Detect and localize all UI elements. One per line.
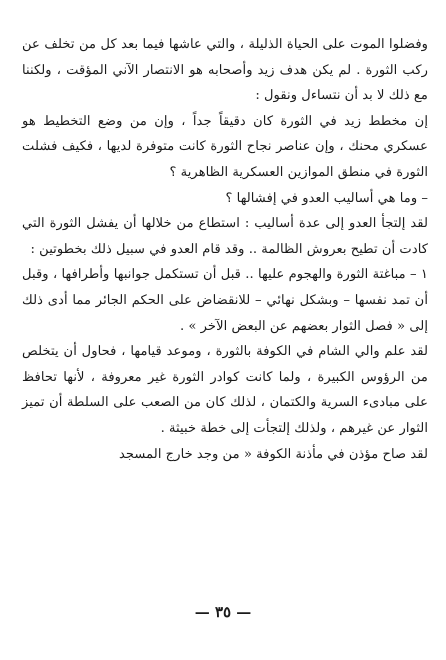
paragraph-4: لقد إلتجأ العدو إلى عدة أساليب : استطاع من خلالها أن يفشل الثورة التي كادت أن تطيح بعروش الظالمة .. وقد قام العدو في سبيل ذلك بخطوتين :: [22, 216, 428, 257]
paragraph-5: ١ – مباغتة الثورة والهجوم عليها .. قبل أن تستكمل جوانبها وأطرافها ، وقبل أن تمد نفسها – وبشكل نهائي – للانقضاض على الحكم الجائر مما أدى ذلك إلى « فصل الثوار بعضهم عن البعض الآخر » .: [22, 267, 428, 334]
paragraph-3: – وما هي أساليب العدو في إفشالها ؟: [225, 190, 428, 206]
page-number: — ٣٥ —: [194, 603, 252, 621]
paragraph-1: وفضلوا الموت على الحياة الذليلة ، والتي عاشها فيما بعد كل من تخلف عن ركب الثورة . لم يكن هدف زيد وأصحابه هو الانتصار الآني المؤقت ، ولكننا مع ذلك لا بد أن نتساءل ونقول :: [22, 37, 428, 104]
paragraph-7: لقد صاح مؤذن في مأذنة الكوفة « من وجد خارج المسجد: [118, 446, 428, 462]
paragraph-2: إن مخطط زيد في الثورة كان دقيقاً جداً ، وإن من وضع التخطيط هو عسكري محنك ، وإن عناصر نجاح الثورة كانت متوفرة لديها ، فكيف فشلت الثورة في منطق الموازين العسكرية الظاهرية ؟: [22, 113, 428, 180]
page-body: [22, 32, 428, 467]
paragraph-6: لقد علم والي الشام في الكوفة بالثورة ، وموعد قيامها ، فحاول أن يتخلص من الرؤوس الكبيرة ، ولما كانت كوادر الثورة غير معروفة ، لأنها تحافظ على مبادىء السرية والكتمان ، لذلك كان من الصعب على السلطة أن تميز الثوار عن غيرهم ، ولذلك إلتجأت إلى خطة خبيثة .: [22, 344, 428, 436]
